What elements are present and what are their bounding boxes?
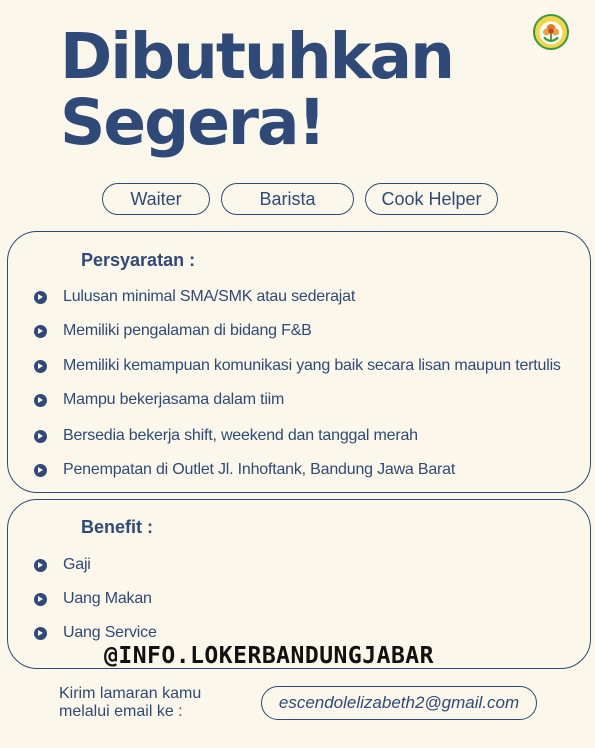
list-item xyxy=(34,556,91,574)
benefit-text: Gaji xyxy=(63,556,91,573)
flower-emblem-icon xyxy=(533,14,569,50)
list-item xyxy=(34,391,284,409)
bullet-arrow-icon xyxy=(34,394,47,407)
requirement-text: Lulusan minimal SMA/SMK atau sederajat xyxy=(63,288,356,305)
position-barista: Barista xyxy=(221,183,354,215)
benefit-heading: Benefit : xyxy=(81,517,153,537)
apply-line-2: melalui email ke : xyxy=(59,703,183,720)
requirement-text: Penempatan di Outlet Jl. Inhoftank, Bandung Jawa Barat xyxy=(63,461,456,478)
page-title xyxy=(60,20,453,159)
bullet-arrow-icon xyxy=(34,559,47,572)
bullet-arrow-icon xyxy=(34,464,47,477)
list-item xyxy=(34,624,157,642)
bullet-arrow-icon xyxy=(34,325,47,338)
requirement-text: Memiliki pengalaman di bidang F&B xyxy=(63,322,312,339)
benefit-text: Uang Makan xyxy=(63,590,152,607)
list-item xyxy=(34,461,455,479)
requirements-card xyxy=(7,231,591,493)
requirement-text: Bersedia bekerja shift, weekend dan tanggal merah xyxy=(63,427,418,444)
list-item xyxy=(34,288,355,306)
bullet-arrow-icon xyxy=(34,627,47,640)
bullet-arrow-icon xyxy=(34,360,47,373)
requirement-text: Memiliki kemampuan komunikasi yang baik secara lisan maupun tertulis xyxy=(63,357,561,374)
position-waiter: Waiter xyxy=(102,183,210,215)
apply-line-1: Kirim lamaran kamu xyxy=(59,685,202,702)
positions-row xyxy=(102,183,498,215)
title-line-1: Dibutuhkan xyxy=(60,20,453,93)
list-item xyxy=(34,357,561,375)
list-item xyxy=(34,427,418,445)
position-cook-helper: Cook Helper xyxy=(365,183,498,215)
title-line-2: Segera! xyxy=(60,86,325,159)
bullet-arrow-icon xyxy=(34,291,47,304)
list-item xyxy=(34,322,312,340)
email-address[interactable]: escendolelizabeth2@gmail.com xyxy=(261,686,537,720)
requirements-heading: Persyaratan : xyxy=(81,250,196,270)
apply-instructions xyxy=(59,685,249,721)
benefit-text: Uang Service xyxy=(63,624,157,641)
bullet-arrow-icon xyxy=(34,430,47,443)
bullet-arrow-icon xyxy=(34,593,47,606)
requirement-text: Mampu bekerjasama dalam tiim xyxy=(63,391,285,408)
list-item xyxy=(34,590,152,608)
social-handle: @INFO.LOKERBANDUNGJABAR xyxy=(104,643,434,669)
